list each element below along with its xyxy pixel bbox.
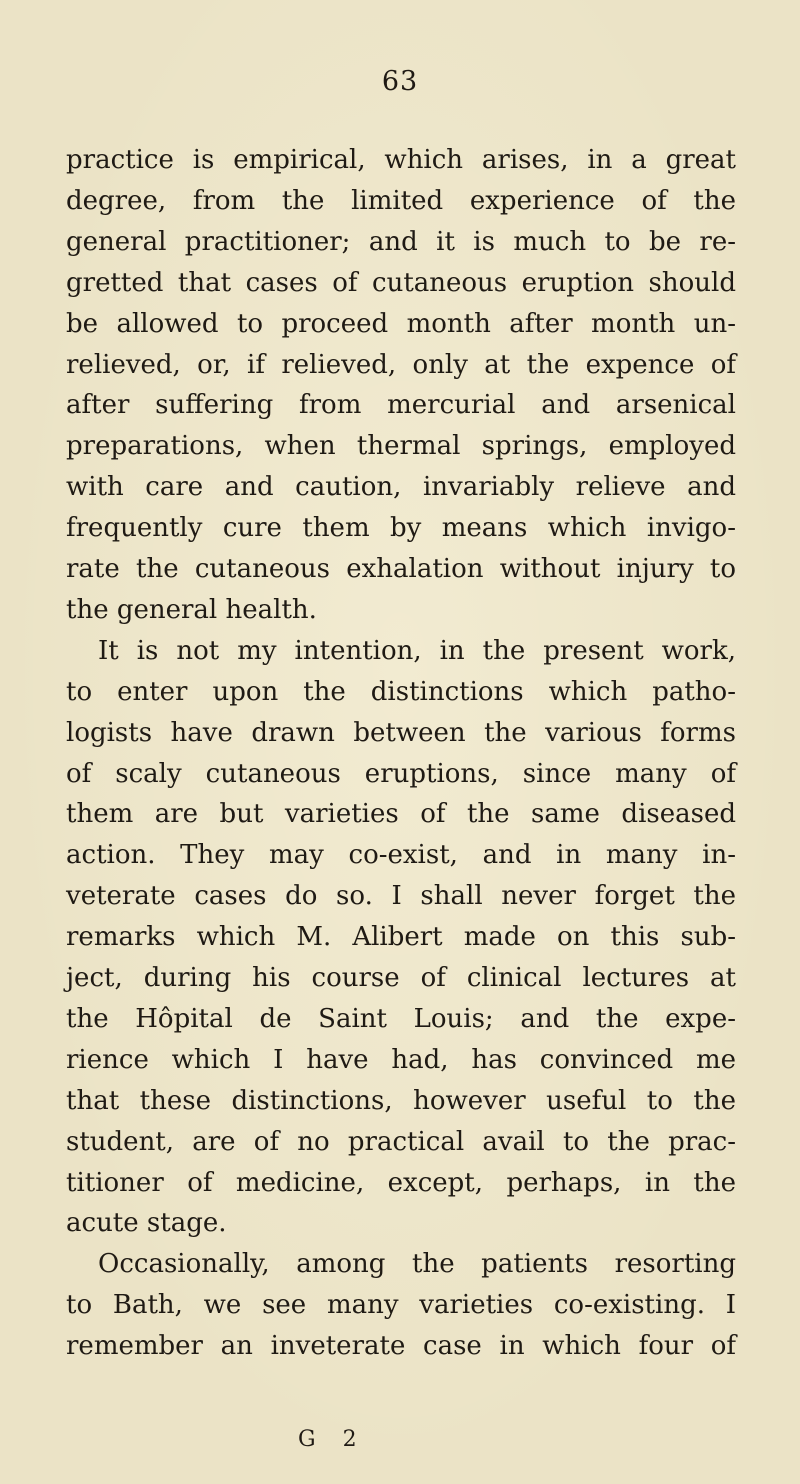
text-line: to enter upon the distinctions which patho- bbox=[66, 676, 736, 707]
text-line: with care and caution, invariably relieve and bbox=[66, 472, 736, 503]
text-line: practice is empirical, which arises, in a great bbox=[66, 145, 736, 175]
text-line: general practitioner; and it is much to be re- bbox=[66, 226, 736, 257]
text-line: frequently cure them by means which invigo- bbox=[66, 513, 736, 544]
text-line: ject, during his course of clinical lectures at bbox=[66, 963, 736, 993]
text-line: titioner of medicine, except, perhaps, in the bbox=[66, 1167, 736, 1198]
text-line: remarks which M. Alibert made on this sub- bbox=[66, 922, 736, 953]
text-line: remember an inveterate case in which four of bbox=[66, 1331, 736, 1362]
text-line: rience which I have had, has convinced me bbox=[66, 1044, 736, 1075]
text-line: the general health. bbox=[66, 594, 317, 625]
signature-mark: G 2 bbox=[298, 1427, 367, 1452]
text-line: the Hôpital de Saint Louis; and the expe- bbox=[66, 1003, 736, 1034]
paragraph-start-line: It is not my intention, in the present work, bbox=[98, 635, 736, 666]
text-line: be allowed to proceed month after month un- bbox=[66, 308, 736, 339]
text-line: acute stage. bbox=[66, 1208, 227, 1239]
text-line: student, are of no practical avail to the prac- bbox=[66, 1126, 736, 1157]
text-line: to Bath, we see many varieties co-existing. I bbox=[66, 1290, 736, 1321]
text-line: that these distinctions, however useful to the bbox=[66, 1085, 736, 1116]
text-line: them are but varieties of the same diseased bbox=[66, 799, 736, 830]
text-line: action. They may co-exist, and in many in- bbox=[66, 840, 736, 871]
text-line: preparations, when thermal springs, employed bbox=[66, 431, 736, 462]
paragraph-start-line: Occasionally, among the patients resorting bbox=[98, 1249, 736, 1280]
text-line: degree, from the limited experience of the bbox=[66, 185, 736, 216]
text-line: logists have drawn between the various forms bbox=[66, 717, 736, 748]
page-number: 63 bbox=[381, 66, 419, 97]
text-line: of scaly cutaneous eruptions, since many of bbox=[66, 758, 736, 789]
text-line: relieved, or, if relieved, only at the expence of bbox=[66, 349, 736, 380]
text-line: rate the cutaneous exhalation without injury to bbox=[66, 554, 736, 584]
text-line: veterate cases do so. I shall never forget the bbox=[66, 881, 736, 912]
text-line: after suffering from mercurial and arsenical bbox=[66, 390, 736, 421]
text-line: gretted that cases of cutaneous eruption should bbox=[66, 267, 736, 298]
